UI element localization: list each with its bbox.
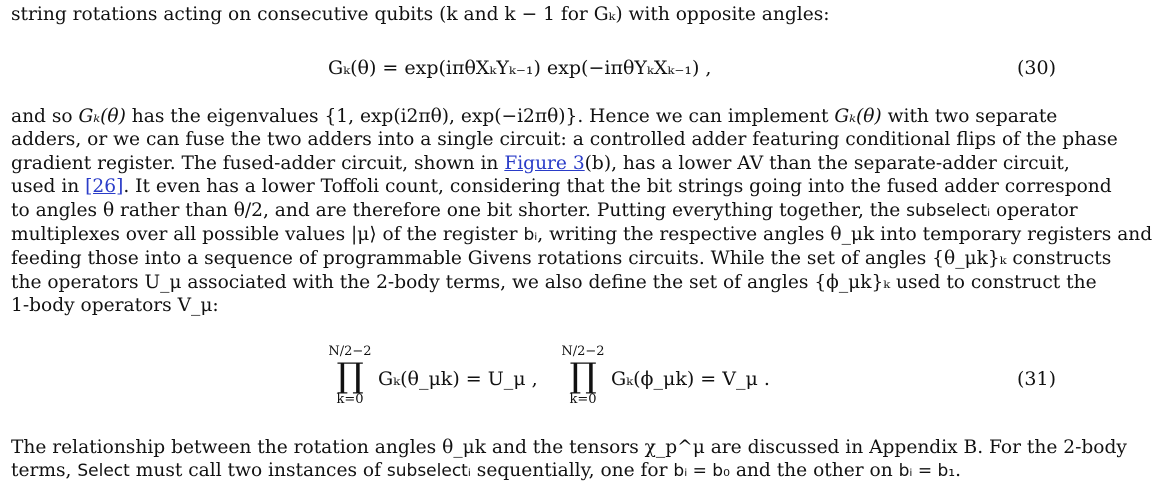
- text-line: gradient register. The fused-adder circuit, shown in Figure 3(b), has a lower AV than the separate-adder circuit,: [11, 152, 1070, 174]
- paragraph-final: [11, 436, 1127, 484]
- equation-31-left: Gₖ(θ_μk) = U_μ ,: [378, 368, 538, 390]
- paragraph-main: [11, 105, 1152, 318]
- text-line: string rotations acting on consecutive qubits (k and k − 1 for Gₖ) with opposite angles:: [11, 4, 830, 25]
- text-line: and so Gₖ(θ) has the eigenvalues {1, exp(i2πθ), exp(−i2πθ)}. Hence we can implement Gₖ(θ) with two separate: [11, 106, 1058, 127]
- reference-26-link[interactable]: [26]: [85, 176, 124, 198]
- equation-30: Gₖ(θ) = exp(iπθXₖYₖ₋₁) exp(−iπθYₖXₖ₋₁) ,: [328, 57, 712, 79]
- text-line: terms, Select must call two instances of subselectᵢ sequentially, one for bᵢ = b₀ and the other on bᵢ = b₁.: [11, 460, 962, 482]
- text-line: adders, or we can fuse the two adders into a single circuit: a controlled adder featuring conditional flips of the phase: [11, 129, 1118, 151]
- product-operator-left: N/2−2 ∏ k=0: [328, 344, 372, 407]
- text-line: the operators U_μ associated with the 2-body terms, we also define the set of angles {ϕ_μk}ₖ used to construct the: [11, 271, 1097, 293]
- text-line: 1-body operators V_μ:: [11, 295, 219, 317]
- text-line: multiplexes over all possible values |μ⟩ of the register bᵢ, writing the respective angles θ_μk into temporary registers and: [11, 224, 1152, 246]
- paragraph-intro: [11, 3, 1057, 26]
- text-line: The relationship between the rotation angles θ_μk and the tensors χ_p^μ are discussed in Appendix B. For the 2-body: [11, 437, 1127, 458]
- text-line: feeding those into a sequence of programmable Givens rotations circuits. While the set of angles {θ_μk}ₖ constructs: [11, 248, 1112, 270]
- equation-number-31: (31): [1016, 368, 1056, 390]
- equation-31-right: Gₖ(ϕ_μk) = V_μ .: [611, 368, 770, 390]
- text-line: to angles θ rather than θ/2, and are therefore one bit shorter. Putting everything together, the subselectᵢ operator: [11, 199, 1078, 221]
- equation-number-30: (30): [1016, 57, 1056, 79]
- product-operator-right: N/2−2 ∏ k=0: [561, 344, 605, 407]
- text-line: used in [26]. It even has a lower Toffoli count, considering that the bit strings going into the fused adder correspond: [11, 176, 1112, 198]
- figure-3-link[interactable]: Figure 3: [504, 152, 585, 174]
